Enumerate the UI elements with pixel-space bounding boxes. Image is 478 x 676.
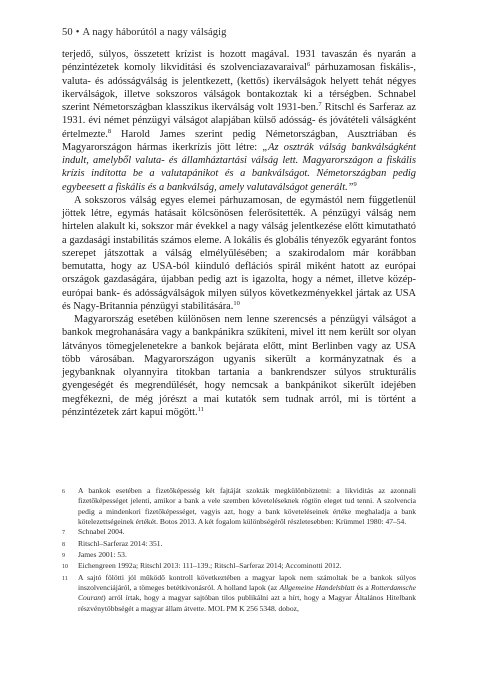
footnote-ref: 11	[197, 405, 204, 413]
footnote	[62, 550, 416, 561]
text-run: A bankok esetében a fizetőképesség két fajtáját szokták megkülönböztetni: a likviditás az azonnali fizetőképességet jelenti, amikor a bank a vele szemben követeléseknek rögtön eleget tud tenni. A szolvencia pedig a mindenkori fizetőképességet, vagyis azt, hogy a bank követeléseinek értéke meghaladja a bank kötelezettségeinek értékét. Botos 2013. A két fogalom különbségéről részletesebben: Krümmel 1980: 47–54.	[78, 486, 416, 527]
footnote-number: 7	[62, 530, 65, 537]
paragraph	[62, 48, 416, 194]
footnote	[62, 486, 416, 527]
footnote-number: 11	[62, 575, 68, 582]
footnote-text	[78, 539, 416, 550]
text-run: A sokszoros válság egyes elemei párhuzamosan, de egymástól nem függetlenül jöttek létre, egymás hatásait kölcsönösen felerősítették. A pénzügyi válság nem hirtelen alakult ki, sokszor már évekkel a nagy válság jelentkezése előtt kimutatható a gazdasági instabilitás számos eleme. A lokális és globális tényezők egyaránt fontos szerepet játszottak a válság elmélyülésében; a szakirodalom már korábban bemutatta, hogy az USA-ból kiinduló deflációs spirál miként hatott az európai országok gazdaságára, újabban pedig azt is igazolta, hogy a német, illetve közép-európai bank- és adósságválságok milyen súlyos következményekkel jártak az USA és Nagy-Britannia pénzügyi stabilitására.	[62, 194, 416, 312]
footnote-text	[78, 527, 416, 538]
text-run: Ritschl és Sarferaz az 1931. évi német pénzügyi válságot alapjában külső adósság- és jóvátételi válságként értelmezte.	[62, 102, 416, 140]
footnote-number: 10	[62, 564, 68, 571]
text-run: Schnabel 2004.	[78, 527, 125, 537]
paragraph	[62, 313, 416, 419]
running-header	[62, 27, 227, 38]
text-run: Ritschl–Sarferaz 2014: 351.	[78, 538, 163, 548]
text-run: terjedő, súlyos, összetett krízist is hozott magával. 1931 tavaszán és nyarán a pénzintézetek komoly likviditási és szolvenciazavaraival	[62, 49, 416, 74]
footnote-number: 6	[62, 489, 65, 495]
footnote-ref: 9	[353, 180, 357, 188]
page-number: 50	[62, 27, 73, 38]
main-text	[62, 48, 416, 419]
italic-text: Allgemeine Handelsblatt	[279, 583, 355, 593]
footnote-text	[78, 573, 416, 614]
running-title: A nagy háborútól a nagy válságig	[82, 27, 227, 38]
text-run: Magyarország esetében különösen nem lenne szerencsés a pénzügyi válságot a bankok megrohanására vagy a bankpánikra szűkíteni, mivel itt nem került sor olyan látványos tömegjelenetekre a bankok bejárata előtt, mint Berlinben vagy az USA több városában. Magyarországon ugyanis sikerült a kormányzatnak és a jegybanknak olyannyira titokban tartania a bankrendszer súlyos strukturális gyengeségét és megrendülését, hogy nemcsak a bankpánikot sikerült idejében megfékezni, de még jórészt a mai kutatók sem tudnak arról, mi is történt a pénzintézetek zárt kapui mögött.	[62, 314, 416, 418]
footnote	[62, 527, 416, 538]
footnote-ref: 7	[318, 101, 322, 108]
footnotes	[62, 486, 416, 614]
italic-text: „Az osztrák válság bankválságként indult, amelyből valuta- és államháztartási válság lett. Magyarországon a fiskális krízis indította be a valutapánikot és a bankválságot. Németországban pedig egybeesett a fiskális és a bankválság, amely valutaválságot generált.”	[62, 141, 416, 193]
footnote-ref: 10	[233, 299, 240, 307]
footnote-number: 9	[62, 553, 65, 560]
text-run: és a	[354, 583, 371, 593]
text-run: Eichengreen 1992a; Ritschl 2013: 111–139.; Ritschl–Sarferaz 2014; Accominotti 2012.	[78, 561, 342, 571]
footnote-text	[78, 561, 416, 572]
footnote	[62, 539, 416, 550]
footnote-text	[78, 550, 416, 561]
paragraph	[62, 194, 416, 313]
footnote	[62, 573, 416, 614]
footnote	[62, 561, 416, 572]
footnote-ref: 6	[306, 61, 311, 69]
footnote-text	[78, 486, 416, 527]
text-run: A sajtó fölötti jól működő kontroll következtében a magyar lapok nem számoltak be a bankok súlyos inszolvenciájáról, a tömeges betétkivonásról. A holland lapok (az	[78, 572, 416, 593]
text-run: James 2001: 53.	[78, 550, 127, 560]
text-run: párhuzamosan fiskális-, valuta- és adósságválság is jelentkezett, (kettős) ikerválságok helyett tehát négyes ikerválságok, illetve sokszoros válságok bontakoztak ki a térségben. Schnabel szerint Németországban klasszikus ikerválság volt 1931-ben.	[62, 62, 416, 113]
text-run: ) arról írtak, hogy a magyar sajtóban tilos publikálni azt a hírt, hogy a Magyar Általános Hitelbank részvénytöbbségét a magyar állam átvette. MOL PM K 256 5348. doboz,	[78, 593, 416, 613]
footnote-ref: 8	[107, 127, 112, 135]
footnote-number: 8	[62, 541, 65, 548]
italic-text: Rotterdamsche Courant	[78, 583, 416, 603]
text-run: Harold James szerint pedig Németországban, Ausztriában és Magyarországon hármas ikerkrízis jött létre:	[62, 128, 416, 153]
header-separator: •	[75, 27, 80, 38]
